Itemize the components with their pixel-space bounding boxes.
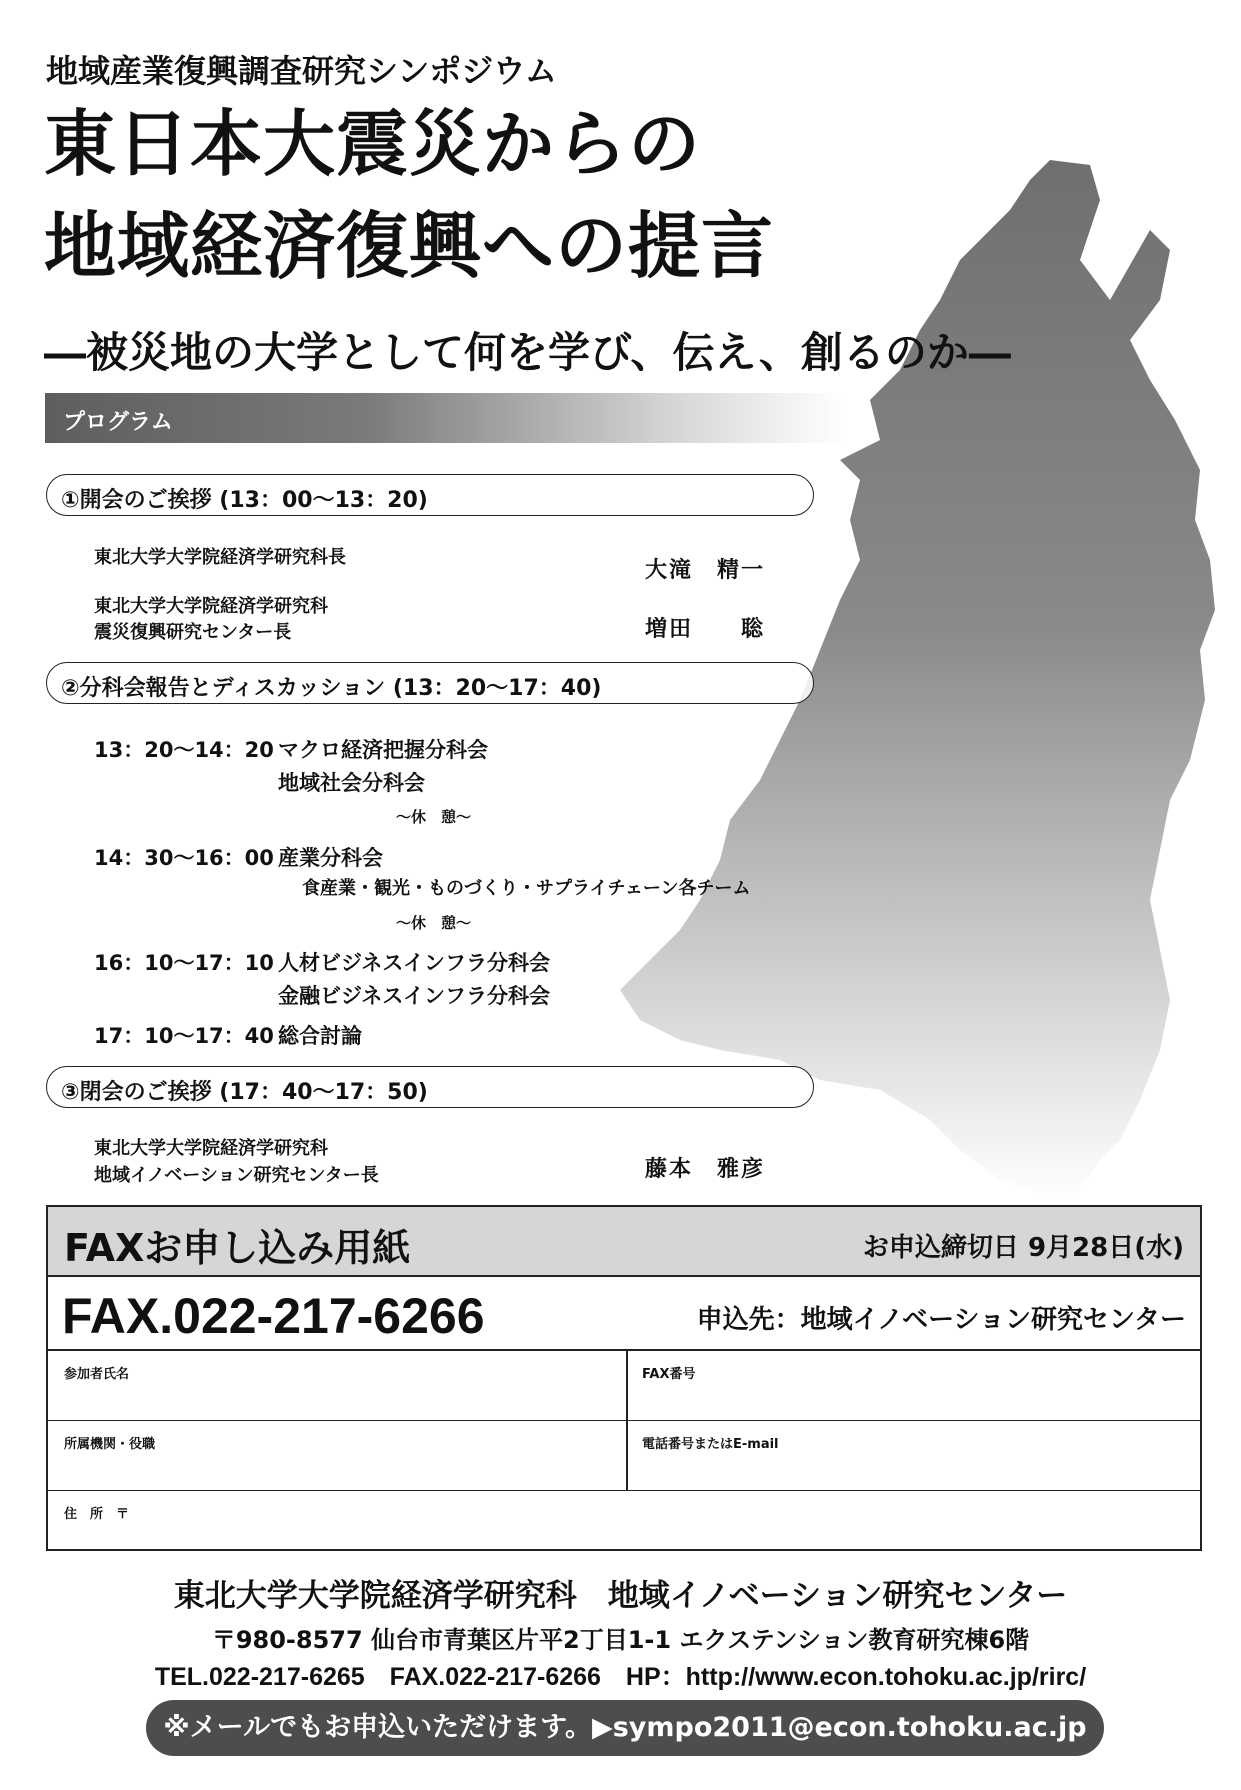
program-label: プログラム [63,410,173,435]
schedule-item: 産業分科会 [278,846,383,870]
speaker-role: 地域イノベーション研究センター長 [94,1165,379,1186]
schedule-item: 総合討論 [278,1024,362,1048]
fax-number-row [48,1277,1200,1351]
speaker-role: 東北大学大学院経済学研究科 [94,1138,328,1159]
main-title-line2: 地域経済復興への提言 [44,204,775,288]
program-bar [45,393,845,443]
schedule-time: 14：30〜16：00 [94,846,274,870]
schedule-item: 地域社会分科会 [278,771,425,795]
schedule-time: 16：10〜17：10 [94,951,274,975]
tagline: ―被災地の大学として何を学び、伝え、創るのか― [44,328,1011,377]
form-divider [626,1351,628,1491]
phone-email-field[interactable]: 電話番号またはE-mail [626,1421,1200,1491]
speaker-role: 東北大学大学院経済学研究科長 [94,547,346,568]
schedule-item: マクロ経済把握分科会 [278,738,488,762]
schedule-time: 13：20〜14：20 [94,738,274,762]
footer-organization: 東北大学大学院経済学研究科 地域イノベーション研究センター [173,1578,1068,1614]
fax-form-header [48,1207,1200,1277]
footer-address: 〒980-8577 仙台市青葉区片平2丁目1-1 エクステンション教育研究棟6階 [211,1626,1030,1654]
schedule-subitem: 食産業・観光・ものづくり・サプライチェーン各チーム [302,878,751,899]
speaker-role: 震災復興研究センター長 [94,622,292,643]
fax-application-form [46,1205,1202,1551]
affiliation-field[interactable]: 所属機関・役職 [48,1421,626,1491]
apply-to: 申込先：地域イノベーション研究センター [696,1305,1186,1335]
fax-form-title: FAXお申し込み用紙 [64,1226,411,1270]
event-subtitle: 地域産業復興調査研究シンポジウム [46,52,557,90]
speaker-name: 大滝 精一 [645,558,766,583]
fax-number: FAX.022-217-6266 [62,1288,485,1344]
break-label: 〜休 憩〜 [396,808,472,826]
deadline: お申込締切日 9月28日(水) [862,1233,1184,1263]
address-field[interactable]: 住 所 〒 [64,1507,130,1522]
speaker-name: 増田 聡 [645,617,766,642]
section-heading-opening: ①開会のご挨拶 (13：00〜13：20) [46,474,814,516]
footer-contact: TEL.022-217-6265 FAX.022-217-6266 HP：http://www.econ.tohoku.ac.jp/rirc/ [154,1663,1087,1691]
email-note[interactable]: ※メールでもお申込いただけます。▶sympo2011@econ.tohoku.ac.jp [146,1700,1104,1756]
schedule-item: 人材ビジネスインフラ分科会 [278,951,550,975]
schedule-item: 金融ビジネスインフラ分科会 [278,984,550,1008]
break-label: 〜休 憩〜 [396,914,472,932]
speaker-name: 藤本 雅彦 [645,1157,766,1182]
fax-number-field[interactable]: FAX番号 [626,1351,1200,1421]
schedule-time: 17：10〜17：40 [94,1024,274,1048]
speaker-role: 東北大学大学院経済学研究科 [94,596,328,617]
section-heading-discussion: ②分科会報告とディスカッション (13：20〜17：40) [46,662,814,704]
section-heading-closing: ③閉会のご挨拶 (17：40〜17：50) [46,1066,814,1108]
participant-name-field[interactable]: 参加者氏名 [48,1351,626,1421]
main-title-line1: 東日本大震災からの [44,102,702,186]
